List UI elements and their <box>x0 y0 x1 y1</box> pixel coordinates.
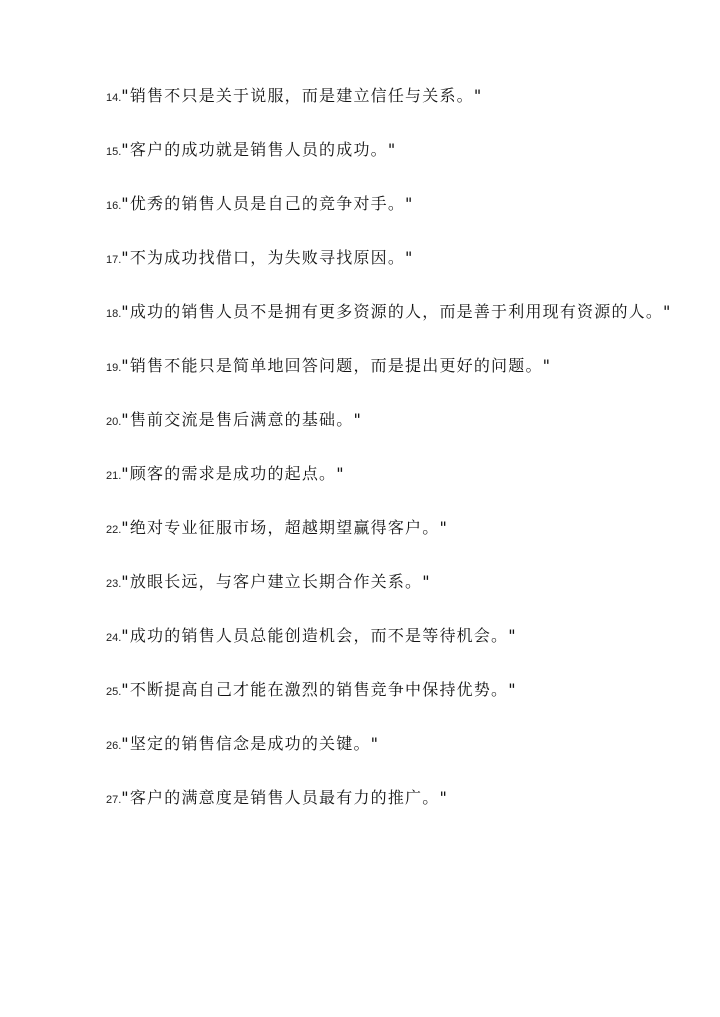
list-item <box>106 354 686 378</box>
item-text: "优秀的销售人员是自己的竞争对手。" <box>121 194 414 213</box>
item-number: 25. <box>106 686 122 698</box>
item-text: "顾客的需求是成功的起点。" <box>121 464 345 483</box>
list-item <box>106 84 686 108</box>
item-number: 14. <box>106 92 122 104</box>
item-text: "不为成功找借口，为失败寻找原因。" <box>121 248 414 267</box>
item-number: 15. <box>106 146 122 158</box>
item-text: "不断提高自己才能在激烈的销售竞争中保持优势。" <box>121 680 517 699</box>
item-text: "成功的销售人员总能创造机会，而不是等待机会。" <box>121 626 517 645</box>
list-item <box>106 732 686 756</box>
item-text: "客户的满意度是销售人员最有力的推广。" <box>121 788 449 807</box>
list-item <box>106 138 686 162</box>
item-number: 22. <box>106 524 122 536</box>
list-item <box>106 408 686 432</box>
item-number: 18. <box>106 308 122 320</box>
item-text: "客户的成功就是销售人员的成功。" <box>121 140 397 159</box>
item-number: 27. <box>106 794 122 806</box>
list-item <box>106 246 686 270</box>
item-text: "销售不只是关于说服，而是建立信任与关系。" <box>121 86 483 105</box>
item-text: "销售不能只是简单地回答问题，而是提出更好的问题。" <box>121 356 552 375</box>
list-item <box>106 570 686 594</box>
item-number: 19. <box>106 362 122 374</box>
list-item <box>106 192 686 216</box>
item-number: 23. <box>106 578 122 590</box>
item-number: 26. <box>106 740 122 752</box>
item-number: 16. <box>106 200 122 212</box>
item-text: "放眼长远，与客户建立长期合作关系。" <box>121 572 431 591</box>
item-number: 17. <box>106 254 122 266</box>
item-text: "成功的销售人员不是拥有更多资源的人，而是善于利用现有资源的人。" <box>121 302 672 321</box>
list-item <box>106 516 686 540</box>
list-item <box>106 624 686 648</box>
list-item <box>106 786 686 810</box>
quote-list <box>106 84 686 840</box>
item-number: 20. <box>106 416 122 428</box>
item-text: "售前交流是售后满意的基础。" <box>121 410 363 429</box>
item-number: 24. <box>106 632 122 644</box>
list-item <box>106 300 686 333</box>
list-item <box>106 462 686 486</box>
list-item <box>106 678 686 702</box>
item-text: "绝对专业征服市场，超越期望赢得客户。" <box>121 518 449 537</box>
item-text: "坚定的销售信念是成功的关键。" <box>121 734 380 753</box>
item-number: 21. <box>106 470 122 482</box>
